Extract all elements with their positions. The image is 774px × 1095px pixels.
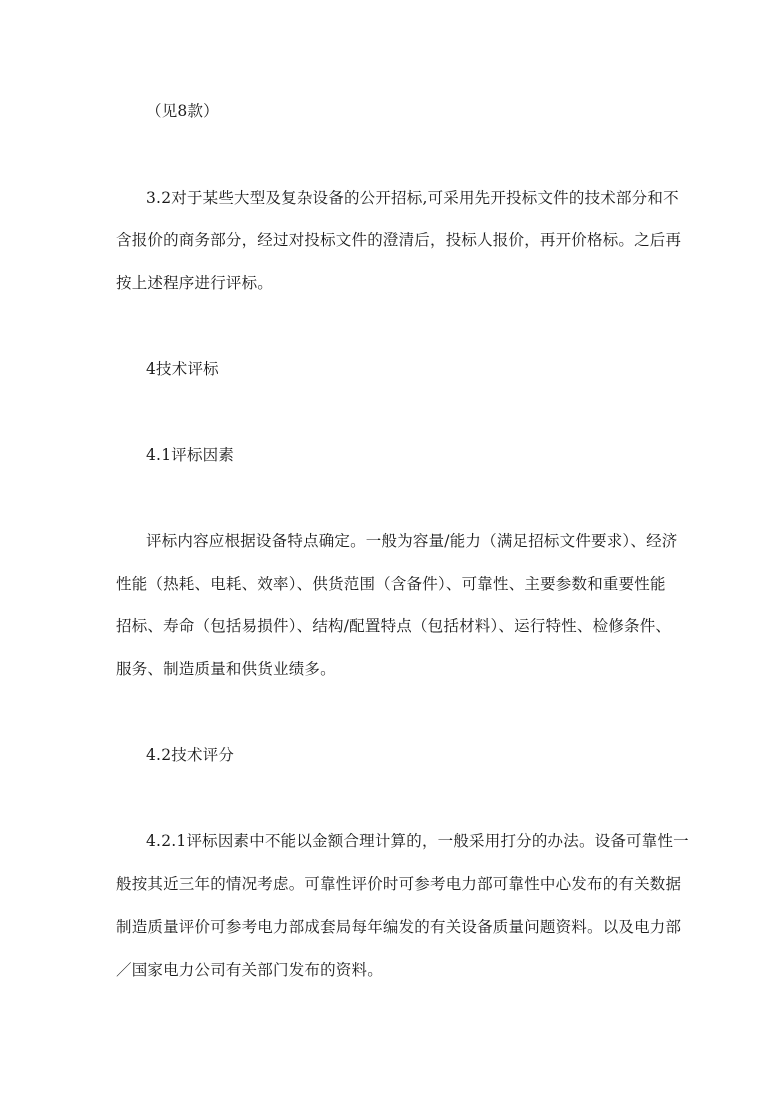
paragraph-line: 制造质量评价可参考电力部成套局每年编发的有关设备质量问题资料。以及电力部	[116, 918, 682, 936]
paragraph-line: 4.2.1评标因素中不能以金额合理计算的，一般采用打分的办法。设备可靠性一	[146, 832, 689, 850]
paragraph-line: ／国家电力公司有关部门发布的资料。	[116, 961, 383, 979]
see-reference: （见8款）	[146, 102, 219, 120]
paragraph-line: 评标内容应根据设备特点确定。一般为容量/能力（满足招标文件要求）、经济	[146, 532, 678, 550]
section-heading-4-1: 4.1评标因素	[146, 446, 235, 464]
paragraph-line: 性能（热耗、电耗、效率）、供货范围（含备件）、可靠性、主要参数和重要性能	[116, 575, 666, 593]
paragraph-line: 服务、制造质量和供货业绩多。	[116, 660, 336, 678]
paragraph-line: 般按其近三年的情况考虑。可靠性评价时可参考电力部可靠性中心发布的有关数据	[116, 875, 682, 893]
paragraph-line: 招标、寿命（包括易损件）、结构/配置特点（包括材料）、运行特性、检修条件、	[116, 617, 672, 635]
paragraph-line: 按上述程序进行评标。	[116, 274, 274, 292]
paragraph-line: 含报价的商务部分，经过对投标文件的澄清后，投标人报价，再开价格标。之后再	[116, 231, 682, 249]
paragraph-line: 3.2对于某些大型及复杂设备的公开招标,可采用先开投标文件的技术部分和不	[146, 189, 679, 207]
section-heading-4-2: 4.2技术评分	[146, 746, 235, 764]
section-heading-4: 4技术评标	[146, 360, 219, 378]
